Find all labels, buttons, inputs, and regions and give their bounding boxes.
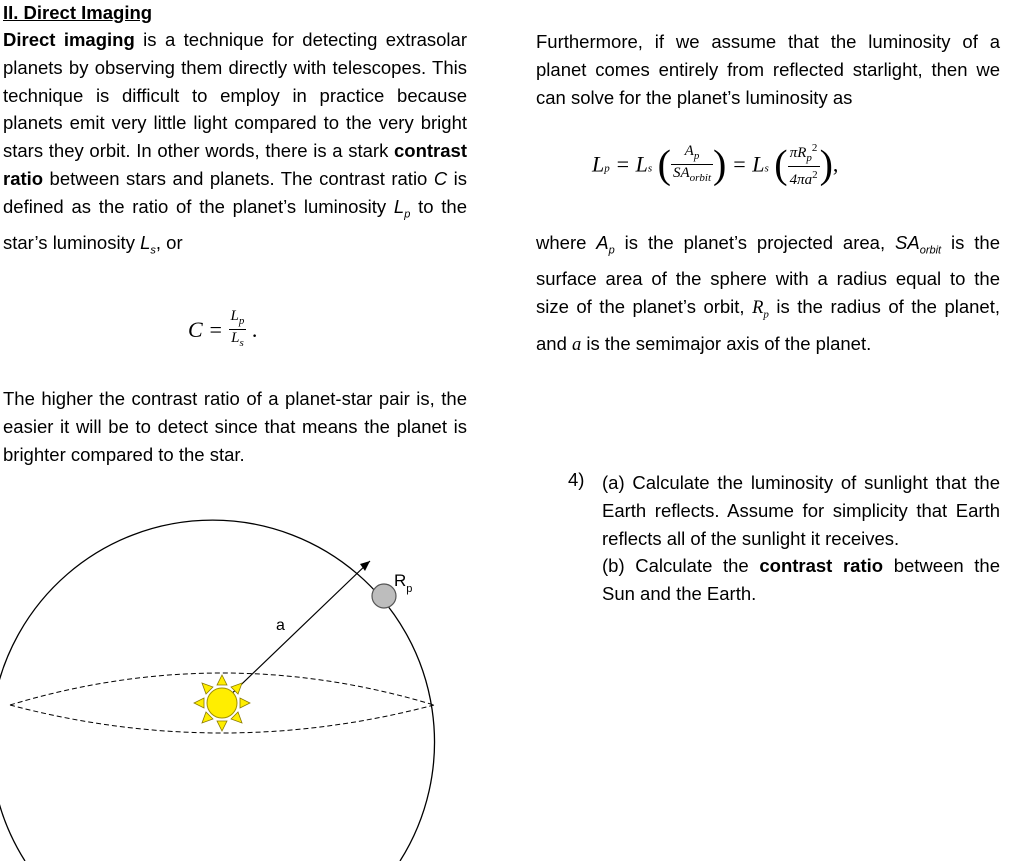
orbit-sphere-diagram bbox=[0, 481, 460, 861]
term-contrast-ratio: contrast ratio bbox=[3, 140, 467, 189]
sun-icon bbox=[194, 675, 250, 731]
semimajor-axis-line bbox=[222, 561, 370, 703]
contrast-ratio-equation: C = $\frac{L_p}{L_s}$ . bbox=[188, 308, 258, 349]
planet bbox=[372, 584, 396, 608]
question-part-b: (b) Calculate the contrast ratio between the Sun and the Earth. bbox=[602, 555, 1001, 605]
contrast-explanation-paragraph: The higher the contrast ratio of a planet-star pair is, the easier it will be to detect since that means the planet is brighter compared to the star. bbox=[3, 388, 467, 465]
question-part-a: (a) Calculate the luminosity of sunlight that the Earth reflects. Assume for simplicity that Earth reflects all of the sunlight it receives. bbox=[602, 472, 1000, 549]
question-body bbox=[602, 469, 1000, 608]
term-direct-imaging: Direct imaging bbox=[3, 29, 135, 50]
planet-luminosity-equation: $L_p = L_s$ ( $\frac{A_p}{SA_{orbit}}$ ) = $L_s$ ( $\frac{\pi R_p^2}{4\pi a^2}$ ), bbox=[592, 141, 839, 188]
left-column bbox=[3, 0, 467, 266]
right-paragraph-2-wrap bbox=[536, 229, 1000, 360]
luminosity-intro-paragraph: Furthermore, if we assume that the luminosity of a planet comes entirely from reflected starlight, then we can solve for the planet’s luminosity as bbox=[536, 31, 1000, 108]
section-heading: II. Direct Imaging bbox=[3, 2, 153, 23]
variable-definitions-paragraph: where $A_p$ is the planet’s projected area, $SA_{orbit}$ is the surface area of the sphere with a radius equal to the size of the planet’s orbit, $R_p$ is the radius of the planet, and a is the semimajor axis of the planet. bbox=[536, 232, 1001, 355]
intro-paragraph: Direct imaging is a technique for detecting extrasolar planets by observing them directly with telescopes. This technique is difficult to employ in practice because planets emit very little light compared to the very bright stars they orbit. In other words, there is a stark contrast ratio between stars and planets. The contrast ratio C is defined as the ratio of the planet’s luminosity $L_p$ to the star’s luminosity $L_s$, or bbox=[3, 29, 468, 257]
label-Rp: $R_p$ bbox=[394, 571, 413, 595]
label-a: a bbox=[276, 617, 285, 634]
left-paragraph-2-wrap bbox=[3, 385, 467, 468]
right-column bbox=[536, 28, 1000, 111]
question-number: 4) bbox=[568, 469, 585, 490]
